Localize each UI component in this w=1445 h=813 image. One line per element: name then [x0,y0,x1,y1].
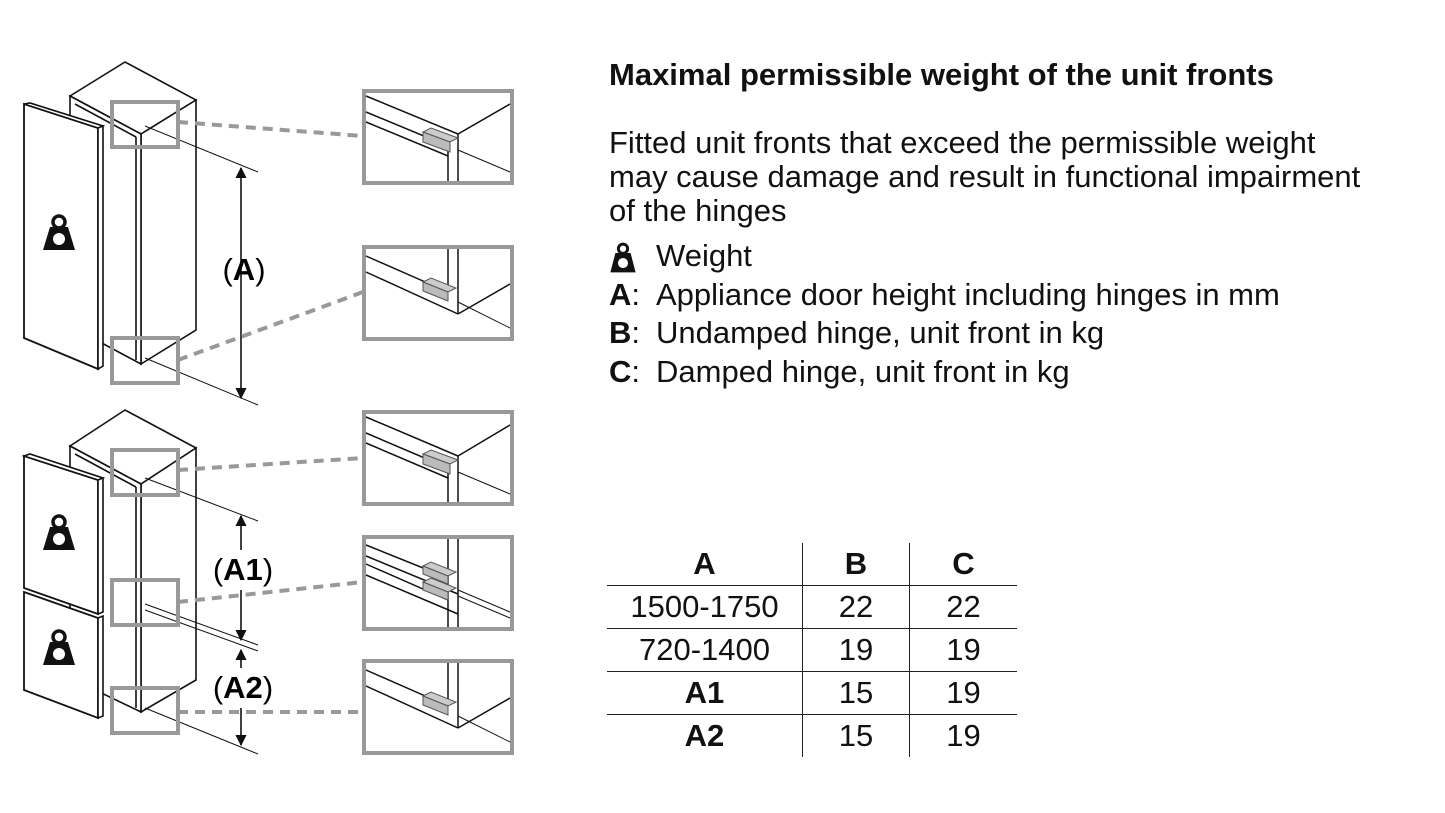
cell-b: 22 [803,586,910,629]
legend-key: B [609,315,632,351]
dimension-label-a1: (A1) [212,552,274,587]
cell-b: 15 [803,672,910,715]
dimension-label-a: (A) [222,252,266,287]
hinge-detail-lower-bottom [364,661,512,753]
weight-icon [609,242,637,274]
legend-text: Damped hinge, unit front in kg [656,353,1070,389]
header-a: A [607,543,803,586]
weight-table [607,543,1017,757]
legend-item-c: C: Damped hinge, unit front in kg [609,353,1070,389]
intro-line: Fitted unit fronts that exceed the permissible weight [609,125,1316,160]
legend-text: Weight [656,238,752,274]
table-row [607,672,1017,715]
legend-key: C [609,353,632,389]
hinge-detail-top [364,91,512,183]
cell-c: 19 [910,715,1018,758]
dimension-label-a2: (A2) [212,670,274,705]
header-b: B [803,543,910,586]
cell-a: A1 [607,672,803,715]
cell-c: 19 [910,672,1018,715]
hinge-detail-bottom [364,247,512,339]
legend-item-b: B: Undamped hinge, unit front in kg [609,315,1105,351]
table-row [607,715,1017,758]
legend-text: Undamped hinge, unit front in kg [656,315,1105,351]
table-row [607,586,1017,629]
table-header-row [607,543,1017,586]
legend-item-a: A: Appliance door height including hinges in mm [609,276,1280,312]
cell-c: 22 [910,586,1018,629]
cell-a: A2 [684,718,725,753]
hinge-diagram [0,0,600,813]
intro-text [609,126,1439,228]
page-title: Maximal permissible weight of the unit fronts [609,57,1274,92]
legend-item-weight [609,237,1280,276]
intro-line: may cause damage and result in functional impairment [609,159,1361,194]
cell-b: 15 [803,715,910,758]
header-c: C [910,543,1018,586]
cell-c: 19 [910,629,1018,672]
legend-key: A [609,276,632,312]
legend [609,237,1280,391]
legend-text: Appliance door height including hinges in mm [656,276,1280,312]
intro-line: of the hinges [609,193,787,228]
cell-a: 1500-1750 [607,586,803,629]
cell-b: 19 [803,629,910,672]
table-row [607,629,1017,672]
hinge-detail-middle [364,537,512,629]
hinge-detail-upper-top [364,412,512,504]
cell-a: 720-1400 [607,629,803,672]
